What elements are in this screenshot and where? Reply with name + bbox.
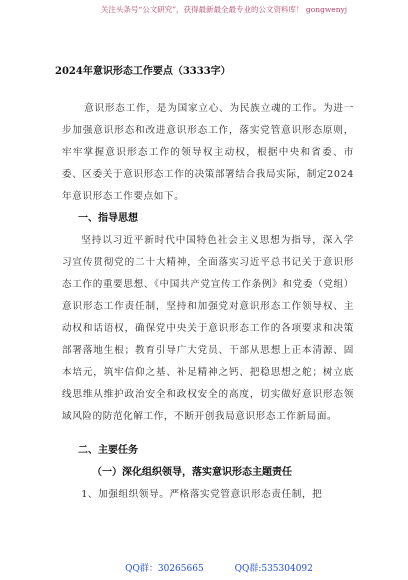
qq-group-2: QQ群:535304092 bbox=[234, 564, 313, 574]
intro-paragraph: 意识形态工作，是为国家立心、为民族立魂的工作。为进一步加强意识形态和改进意识形态工作，落实党管意识形态原则，牢牢掌握意识形态工作的领导权主动权，根据中央和省委、市委、区委关于意识形态工作的决策部署结合我局实际，制定2024年意识形态工作要点如下。 bbox=[62, 103, 354, 202]
subsection-heading: （一）深化组织领导，落实意识形态主题责任 bbox=[92, 467, 292, 478]
section-heading-main-tasks: 二、主要任务 bbox=[78, 445, 138, 456]
document-body bbox=[62, 92, 354, 506]
footer-contacts bbox=[0, 561, 408, 574]
guiding-ideology-paragraph: 坚持以习近平新时代中国特色社会主义思想为指导，深入学习宣传贯彻党的二十大精神，全面落实习近平总书记关于意识形态工作的重要思想、《中国共产党宣传工作条例》和党委（党组）意识形态工作责任制，坚持和加强党对意识形态工作领导权、主动权和话语权，确保党中央关于意识形态工作的各项要求和决策部署落地生根；教育引导广大党员、干部从思想上正本清源、固本培元，筑牢信仰之基、补足精神之钙、把稳思想之舵；树立底线思维从维护政治安全和政权安全的高度，切实做好意识形态领域风险的防范化解工作，不断开创我局意识形态工作新局面。 bbox=[62, 235, 354, 422]
promo-banner: 关注头条号“公文研究”，获得最新最全最专业的公文资料库！ gongwenyj bbox=[100, 5, 348, 14]
qq-group-1: QQ群：30265665 bbox=[125, 564, 204, 574]
section-gap bbox=[62, 428, 354, 440]
document-title: 2024年意识形态工作要点（3333字） bbox=[55, 66, 231, 77]
section-heading-guiding-ideology: 一、指导思想 bbox=[78, 213, 138, 224]
task-item-paragraph: 1、加强组织领导。严格落实党管意识形态责任制，把 bbox=[81, 489, 323, 500]
